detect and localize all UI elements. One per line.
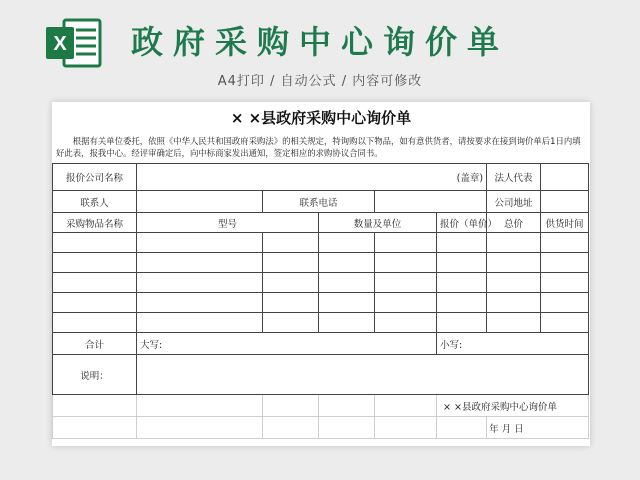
excel-icon [44, 17, 102, 69]
table-row[interactable] [53, 233, 589, 253]
table-row[interactable] [53, 253, 589, 273]
company-label: 报价公司名称 [53, 164, 137, 191]
phone-value[interactable] [375, 191, 487, 213]
inquiry-form-table [52, 163, 589, 439]
contact-label: 联系人 [53, 191, 137, 213]
header-quantity: 数量及单位 [319, 213, 437, 233]
contact-row [53, 191, 589, 213]
intro-paragraph: 根据有关单位委托，依照《中华人民共和国政府采购法》的相关规定，特询购以下物品，如有意供货者，请按要求在接到询价单后1日内填好此表，报我中心。经评审确定后，向中标商家发出通知，签定相应的求购协议合同书。 [56, 136, 581, 158]
table-row[interactable] [53, 313, 589, 333]
total-upper-cell[interactable] [137, 333, 437, 355]
note-value[interactable] [137, 355, 589, 395]
seal-label: (盖章) [456, 173, 484, 184]
address-label: 公司地址 [487, 191, 541, 213]
total-upper-label: 大写: [140, 339, 163, 351]
header-unit-price: 报价（单价） [437, 213, 487, 233]
footer-org: × ×县政府采购中心询价单 [437, 395, 589, 417]
phone-label: 联系电话 [263, 191, 375, 213]
sheet-title: × ×县政府采购中心询价单 [230, 109, 412, 127]
page-title: 政府采购中心询价单 [130, 23, 509, 61]
contact-value[interactable] [137, 191, 263, 213]
header-model: 型号 [137, 213, 319, 233]
header-delivery-time: 供货时间 [541, 213, 589, 233]
company-value[interactable] [137, 164, 487, 191]
total-row [53, 333, 589, 355]
address-value[interactable] [541, 191, 589, 213]
header-item-name: 采购物品名称 [53, 213, 137, 233]
footer-row-org [53, 395, 589, 417]
legal-rep-label: 法人代表 [487, 164, 541, 191]
banner [0, 0, 640, 92]
svg-text:X: X [53, 33, 67, 55]
header-row [53, 213, 589, 233]
footer-date: 年 月 日 [487, 417, 589, 439]
total-label: 合计 [53, 333, 137, 355]
spreadsheet-preview [52, 102, 590, 446]
table-row[interactable] [53, 273, 589, 293]
total-lower-cell[interactable] [437, 333, 589, 355]
table-row[interactable] [53, 293, 589, 313]
note-row [53, 355, 589, 395]
footer-row-date [53, 417, 589, 439]
total-lower-label: 小写: [440, 339, 463, 351]
page-subtitle: A4打印 / 自动公式 / 内容可修改 [217, 74, 423, 89]
header-total-price: 总价 [487, 213, 541, 233]
company-row [53, 164, 589, 191]
legal-rep-value[interactable] [541, 164, 589, 191]
note-label: 说明： [53, 355, 137, 395]
